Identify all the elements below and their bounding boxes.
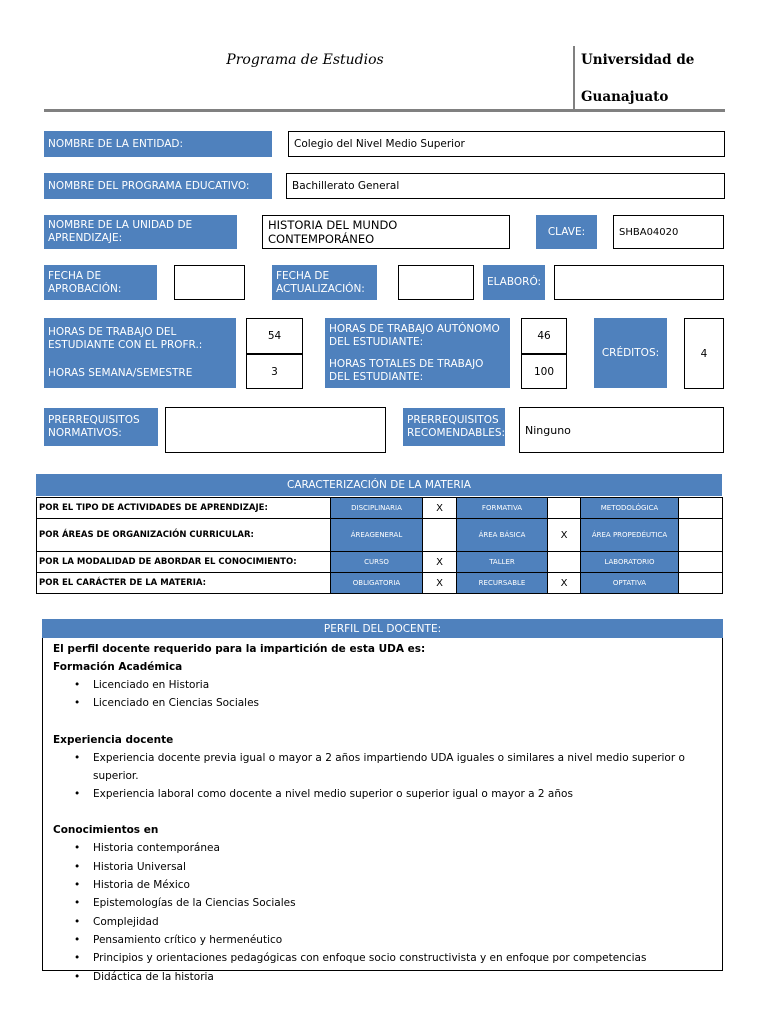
list-item: • Licenciado en Ciencias Sociales — [93, 694, 712, 712]
conocimientos-list — [53, 839, 712, 985]
option-label: DISCIPLINARIA — [331, 498, 423, 519]
option-label: METODOLÓGICA — [581, 498, 679, 519]
horas-totales-field[interactable]: 100 — [521, 354, 567, 389]
perfil-intro: El perfil docente requerido para la impartición de esta UDA es: — [53, 643, 426, 655]
perfil-docente-header: PERFIL DEL DOCENTE: — [42, 619, 723, 638]
list-item: • Experiencia docente previa igual o mayor a 2 años impartiendo UDA iguales o similares a nivel medio superior o superior. — [93, 749, 712, 786]
option-label: ÁREAGENERAL — [331, 519, 423, 552]
option-mark[interactable] — [548, 498, 581, 519]
unidad-label: NOMBRE DE LA UNIDAD DE APRENDIZAJE: — [44, 215, 237, 249]
fecha-aprobacion-field[interactable] — [174, 265, 245, 300]
prerrequisitos-normativos-field[interactable] — [165, 407, 386, 453]
option-mark[interactable]: X — [548, 573, 581, 594]
list-item: • Pensamiento crítico y hermenéutico — [93, 931, 712, 949]
entidad-field[interactable]: Colegio del Nivel Medio Superior — [288, 131, 725, 157]
creditos-label: CRÉDITOS: — [594, 318, 667, 388]
clave-label: CLAVE: — [536, 215, 597, 249]
list-item: • Experiencia laboral como docente a nivel medio superior o superior igual o mayor a 2 años — [93, 785, 712, 803]
caracterizacion-row — [37, 498, 723, 519]
experiencia-list — [53, 749, 712, 804]
option-mark[interactable]: X — [423, 498, 457, 519]
horas-profr-field[interactable]: 54 — [246, 318, 303, 354]
prerrequisitos-normativos-label: PRERREQUISITOS NORMATIVOS: — [44, 408, 158, 446]
programa-label: NOMBRE DEL PROGRAMA EDUCATIVO: — [44, 173, 272, 199]
option-label: RECURSABLE — [457, 573, 548, 594]
option-mark[interactable]: X — [548, 519, 581, 552]
row-label: POR LA MODALIDAD DE ABORDAR EL CONOCIMIENTO: — [37, 552, 331, 573]
option-label: OPTATIVA — [581, 573, 679, 594]
option-label: OBLIGATORIA — [331, 573, 423, 594]
option-label: TALLER — [457, 552, 548, 573]
prerrequisitos-recomendables-field[interactable]: Ninguno — [519, 407, 724, 453]
creditos-field[interactable]: 4 — [684, 318, 724, 389]
perfil-docente-body — [42, 638, 723, 983]
list-item: • Principios y orientaciones pedagógicas con enfoque socio constructivista y en enfoque por competencias — [93, 949, 712, 967]
fecha-aprobacion-label: FECHA DE APROBACIÓN: — [44, 265, 157, 300]
university-name-line2: Guanajuato — [581, 89, 669, 105]
option-mark[interactable] — [679, 498, 723, 519]
list-item: • Complejidad — [93, 913, 712, 931]
list-item: • Historia contemporánea — [93, 839, 712, 857]
horas-autonomo-field[interactable]: 46 — [521, 318, 567, 354]
document-title: Programa de Estudios — [226, 52, 384, 68]
header-divider-vertical — [573, 46, 575, 112]
prerrequisitos-recomendables-label: PRERREQUISITOS RECOMENDABLES: — [403, 408, 505, 446]
option-mark[interactable] — [423, 519, 457, 552]
horas-semana-label: HORAS SEMANA/SEMESTRE — [48, 367, 193, 380]
option-mark[interactable]: X — [423, 552, 457, 573]
row-label: POR EL TIPO DE ACTIVIDADES DE APRENDIZAJE: — [37, 498, 331, 519]
horas-autonomo-block — [325, 318, 510, 388]
entidad-label: NOMBRE DE LA ENTIDAD: — [44, 131, 272, 157]
option-label: FORMATIVA — [457, 498, 548, 519]
unidad-field[interactable]: HISTORIA DEL MUNDO CONTEMPORÁNEO — [262, 215, 510, 249]
horas-autonomo-label: HORAS DE TRABAJO AUTÓNOMO DEL ESTUDIANTE: — [329, 322, 500, 348]
caracterizacion-row — [37, 519, 723, 552]
option-label: ÁREA PROPEDÉUTICA — [581, 519, 679, 552]
formacion-title: Formación Académica — [53, 661, 183, 673]
conocimientos-title: Conocimientos en — [53, 824, 159, 837]
option-mark[interactable] — [548, 552, 581, 573]
fecha-actualizacion-label: FECHA DE ACTUALIZACIÓN: — [272, 265, 377, 300]
caracterizacion-row — [37, 573, 723, 594]
experiencia-title: Experiencia docente — [53, 733, 174, 746]
list-item: • Epistemologías de la Ciencias Sociales — [93, 894, 712, 912]
fecha-actualizacion-field[interactable] — [398, 265, 474, 300]
option-mark[interactable] — [679, 573, 723, 594]
caracterizacion-header: CARACTERIZACIÓN DE LA MATERIA — [36, 474, 722, 496]
list-item: • Didáctica de la historia — [93, 968, 712, 986]
option-label: LABORATORIO — [581, 552, 679, 573]
option-mark[interactable] — [679, 552, 723, 573]
clave-field[interactable]: SHBA04020 — [613, 215, 724, 249]
option-mark[interactable] — [679, 519, 723, 552]
formacion-list — [53, 676, 712, 713]
elaboro-field[interactable] — [554, 265, 724, 300]
list-item: • Historia de México — [93, 876, 712, 894]
horas-semana-field[interactable]: 3 — [246, 354, 303, 389]
horas-totales-label: HORAS TOTALES DE TRABAJO DEL ESTUDIANTE: — [329, 357, 484, 383]
caracterizacion-table — [36, 497, 723, 594]
header-divider-horizontal — [44, 109, 725, 112]
row-label: POR ÁREAS DE ORGANIZACIÓN CURRICULAR: — [37, 519, 331, 552]
row-label: POR EL CARÁCTER DE LA MATERIA: — [37, 573, 331, 594]
university-name-line1: Universidad de — [581, 52, 695, 68]
list-item: • Licenciado en Historia — [93, 676, 712, 694]
elaboro-label: ELABORÓ: — [483, 265, 545, 300]
horas-profr-label: HORAS DE TRABAJO DEL ESTUDIANTE CON EL PROFR.: — [48, 325, 203, 351]
option-label: CURSO — [331, 552, 423, 573]
programa-field[interactable]: Bachillerato General — [286, 173, 725, 199]
option-label: ÁREA BÁSICA — [457, 519, 548, 552]
caracterizacion-row — [37, 552, 723, 573]
list-item: • Historia Universal — [93, 858, 712, 876]
option-mark[interactable]: X — [423, 573, 457, 594]
horas-profr-block — [44, 318, 236, 388]
